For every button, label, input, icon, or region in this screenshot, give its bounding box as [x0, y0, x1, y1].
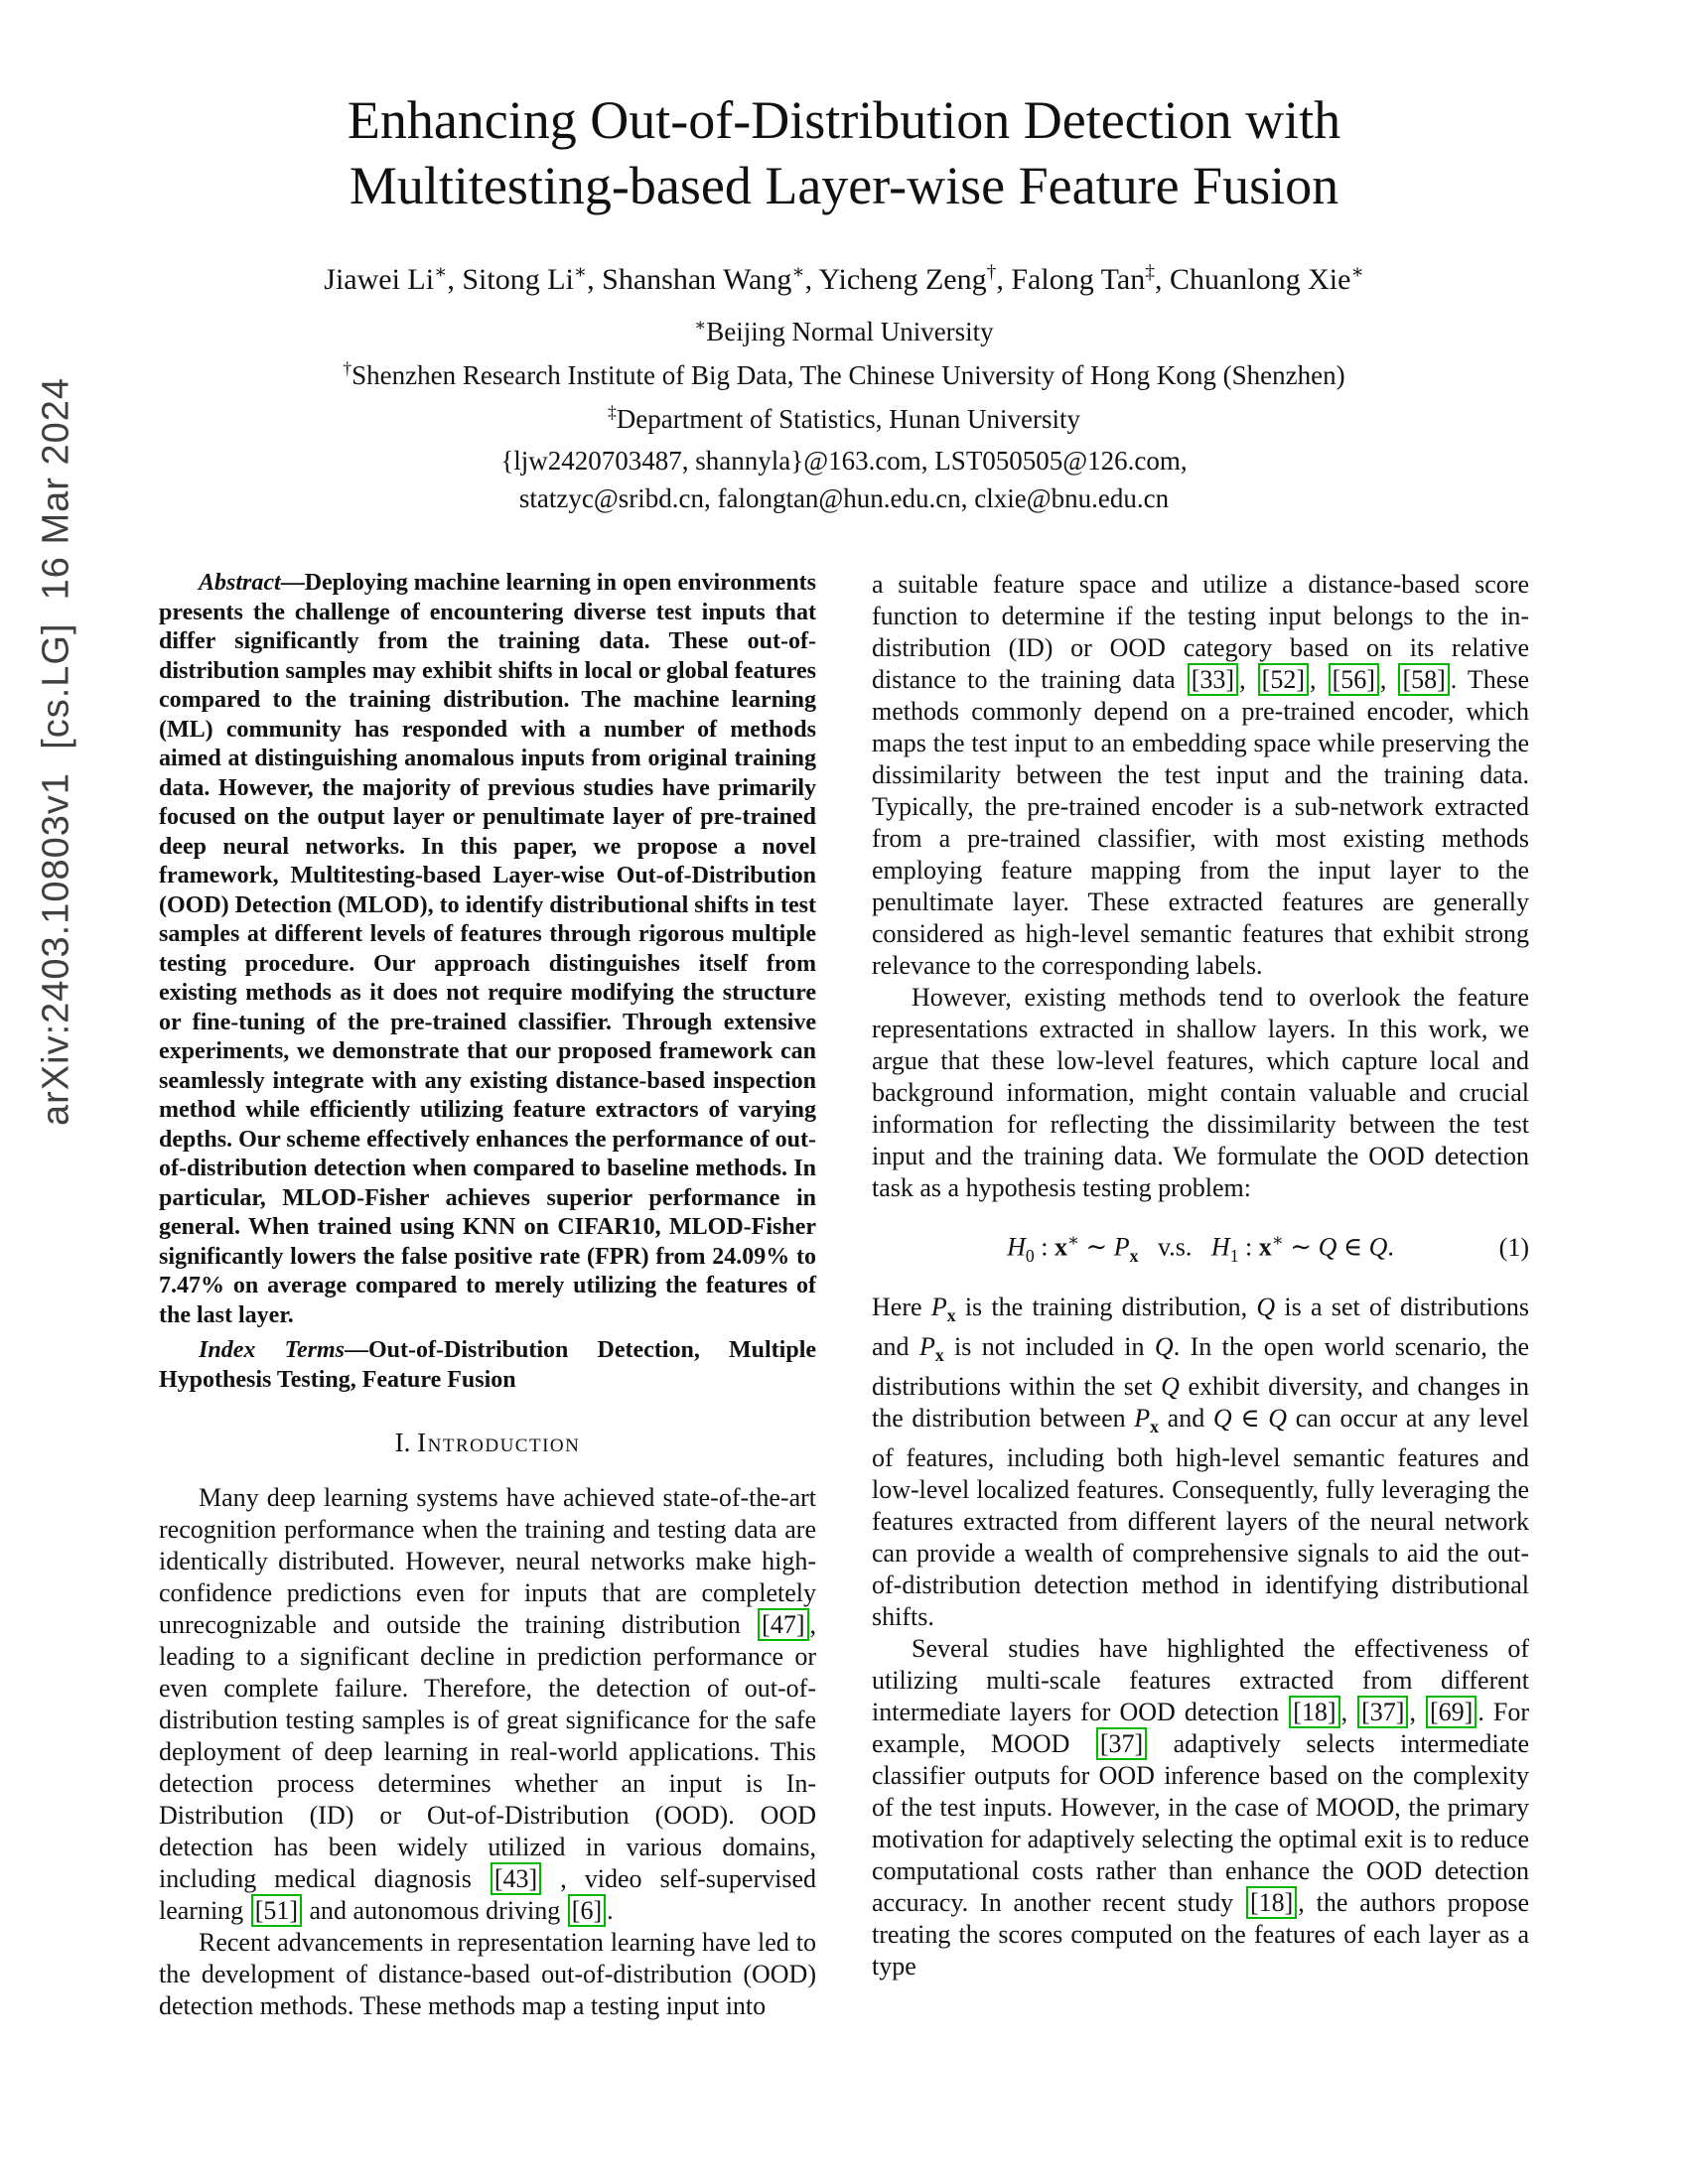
paper-header — [159, 87, 1529, 517]
abstract: Abstract—Deploying machine learning in open environments presents the challenge of encountering diverse test inputs that differ significantly from the training data. These out-of-distribution samples may exhibit shifts in local or global features compared to the training distribution. The machine learning (ML) community has responded with a number of methods aimed at distinguishing anomalous inputs from original training data. However, the majority of previous studies have primarily focused on the output layer or penultimate layer of pre-trained deep neural networks. In this paper, we propose a novel framework, Multitesting-based Layer-wise Out-of-Distribution (OOD) Detection (MLOD), to identify distributional shifts in test samples at different levels of features through rigorous multiple testing procedure. Our approach distinguishes itself from existing methods as it does not require modifying the structure or fine-tuning of the pre-trained classifier. Through extensive experiments, we demonstrate that our proposed framework can seamlessly integrate with any existing distance-based inspection method while efficiently utilizing feature extractors of varying depths. Our scheme effectively enhances the performance of out-of-distribution detection when compared to baseline methods. In particular, MLOD-Fisher achieves superior performance in general. When trained using KNN on CIFAR10, MLOD-Fisher significantly lowers the false positive rate (FPR) from 24.09% to 7.47% on average compared to merely utilizing the features of the last layer. — [159, 570, 816, 1328]
citation-link[interactable]: [56] — [1329, 663, 1379, 696]
citation-link[interactable]: [69] — [1426, 1696, 1477, 1728]
title-line-2: Multitesting-based Layer-wise Feature Fusion — [349, 156, 1339, 215]
paper-content — [159, 0, 1529, 2022]
equation-body: $H_0$ : x∗ ∼ $P_x$ v.s. $H_1$ : x∗ ∼ Q ∈ Q. — [1007, 1230, 1394, 1266]
paragraph: Many deep learning systems have achieved state-of-the-art recognition performance when the training and testing data are identically distributed. However, neural networks make high-confidence predictions even for inputs that are completely unrecognizable and outside the training distribution [47] , leading to a significant decline in prediction performance or even complete failure. Therefore, the detection of out-of-distribution testing samples is of great significance for the safe deployment of deep learning in real-world applications. This detection process determines whether an input is In-Distribution (ID) or Out-of-Distribution (OOD). OOD detection has been widely utilized in various domains, including medical diagnosis [43] , video self-supervised learning [51] and autonomous driving [6] . — [159, 1483, 816, 1925]
citation-link[interactable]: [51] — [251, 1894, 302, 1927]
equation-number: (1) — [1498, 1232, 1529, 1262]
emails — [159, 442, 1529, 517]
paragraph: a suitable feature space and utilize a distance-based score function to determine if the testing input belongs to the in-distribution (ID) or OOD category based on its relative distance to the training data [33] , [52] , [56] , [58] . These methods commonly depend on a pre-trained encoder, which maps the test input to an embedding space while preserving the dissimilarity between the test input and the training data. Typically, the pre-trained encoder is a sub-network extracted from a pre-trained classifier, with most existing methods employing feature mapping from the input layer to the penultimate layer. These extracted features are generally considered as high-level semantic features that exhibit strong relevance to the corresponding labels. — [872, 570, 1529, 980]
authors-line — [159, 260, 1529, 297]
citation-link[interactable]: [58] — [1398, 663, 1449, 696]
author-name: Sitong Li∗, — [462, 262, 603, 296]
citation-link[interactable]: [37] — [1096, 1727, 1147, 1760]
paragraph: Several studies have highlighted the effectiveness of utilizing multi-scale features extracted from different intermediate layers for OOD detection [18] , [37] , [69] . For example, MOOD [37] adaptively selects intermediate classifier outputs for OOD inference based on the complexity of the test inputs. However, in the case of MOOD, the primary motivation for adaptively selecting the optimal exit is to reduce computational costs rather than enhance the OOD detection accuracy. In another recent study [18] , the authors propose treating the scores computed on the features of each layer as a type — [872, 1634, 1530, 1981]
citation-link[interactable]: [6] — [568, 1894, 606, 1927]
paragraph: However, existing methods tend to overlook the feature representations extracted in shallow layers. In this work, we argue that these low-level features, which capture local and background information, might contain valuable and crucial information for reflecting the dissimilarity between the test input and the training data. We formulate the OOD detection task as a hypothesis testing problem: — [872, 983, 1529, 1202]
affiliation-line: †Shenzhen Research Institute of Big Data, The Chinese University of Hong Kong (Shenzhen) — [343, 358, 1345, 390]
affiliation-line: ∗Beijing Normal University — [694, 315, 994, 346]
column-left — [159, 569, 816, 2022]
author-name: Jiawei Li∗, — [324, 262, 463, 296]
citation-link[interactable]: [47] — [758, 1608, 808, 1641]
citation-link[interactable]: [43] — [491, 1862, 541, 1895]
two-column-body — [159, 569, 1529, 2022]
citation-link[interactable]: [18] — [1246, 1886, 1297, 1919]
email-line: {ljw2420703487, shannyla}@163.com, LST050505@126.com, — [500, 446, 1188, 476]
column-right — [872, 569, 1529, 2022]
citation-link[interactable]: [33] — [1188, 663, 1238, 696]
paper-title — [159, 87, 1529, 218]
author-name: Falong Tan‡, — [1011, 262, 1170, 296]
author-name: Shanshan Wang∗, — [602, 262, 819, 296]
email-line: statzyc@sribd.cn, falongtan@hun.edu.cn, clxie@bnu.edu.cn — [518, 483, 1170, 513]
citation-link[interactable]: [37] — [1357, 1696, 1408, 1728]
affiliations — [159, 307, 1529, 438]
citation-link[interactable]: [52] — [1258, 663, 1309, 696]
equation — [872, 1224, 1529, 1272]
paragraph: Here $P_x$ is the training distribution, Q is a set of distributions and $P_x$ is not included in Q. In the open world scenario, the distributions within the set Q exhibit diversity, and changes in the distribution between $P_x$ and Q ∈ Q can occur at any level of features, including both high-level semantic features and low-level localized features. Consequently, fully leveraging the features extracted from different layers of the neural network can provide a wealth of comprehensive signals to aid the out-of-distribution detection method in identifying distributional shifts. — [872, 1292, 1530, 1632]
affiliation-line: ‡Department of Statistics, Hunan University — [608, 402, 1080, 434]
paragraph: Recent advancements in representation learning have led to the development of distance-based out-of-distribution (OOD) detection methods. These methods map a testing input into — [159, 1928, 816, 2020]
author-name: Yicheng Zeng†, — [818, 262, 1012, 296]
title-line-1: Enhancing Out-of-Distribution Detection with — [347, 90, 1341, 150]
arxiv-stamp: arXiv:2403.10803v1 [cs.LG] 16 Mar 2024 — [35, 377, 77, 1126]
author-name: Chuanlong Xie∗ — [1169, 262, 1364, 296]
index-terms: Index Terms—Out-of-Distribution Detection, Multiple Hypothesis Testing, Feature Fusion — [159, 1337, 817, 1393]
citation-link[interactable]: [18] — [1289, 1696, 1339, 1728]
section-heading: I. Introduction — [394, 1428, 581, 1457]
